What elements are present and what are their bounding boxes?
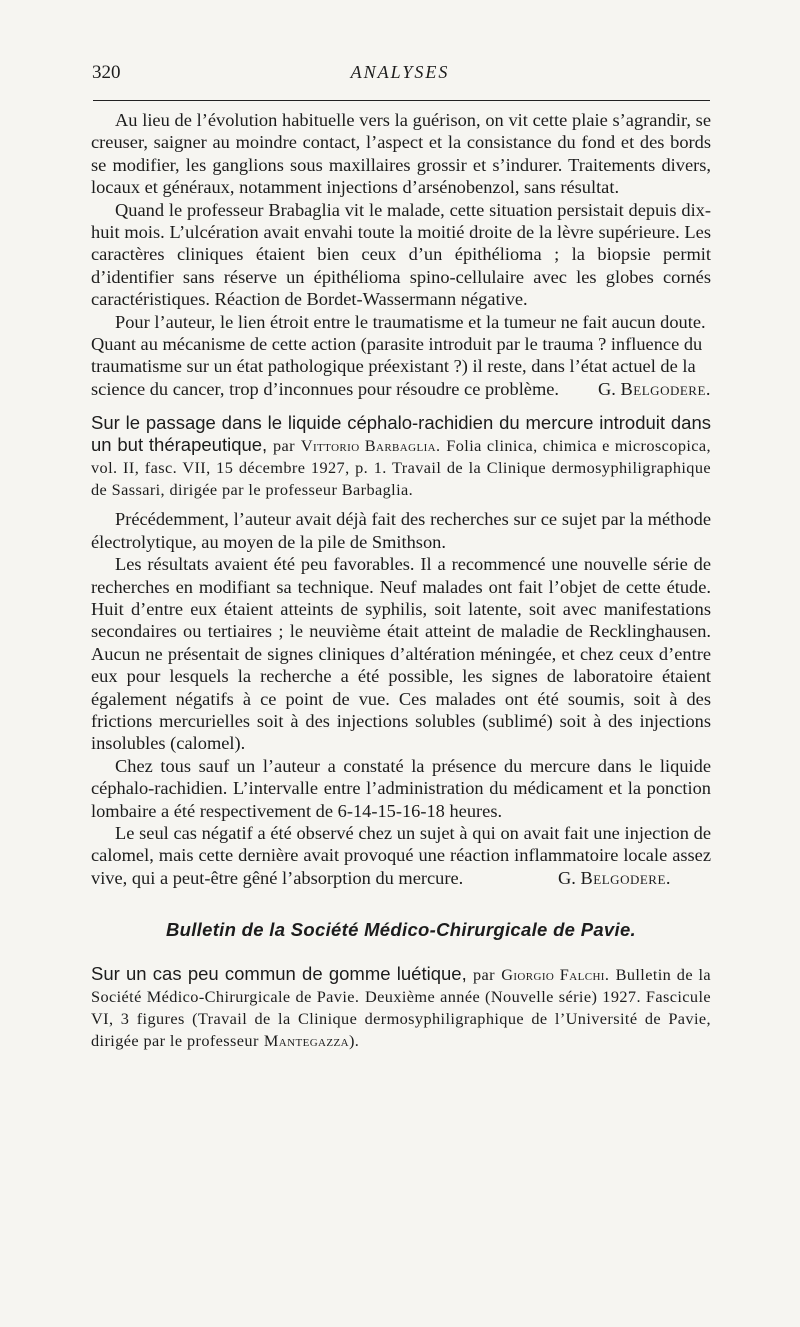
article-title <box>91 412 711 500</box>
article-author: Giorgio Falchi. <box>501 965 610 985</box>
article-director: Mantegazza <box>263 1031 349 1051</box>
article-author: Vittorio Barbaglia. <box>300 436 441 456</box>
signature-initial: G. <box>598 378 616 399</box>
article-journal: Folia clinica, chimica e microscopica, <box>446 436 711 456</box>
article-closing: ). <box>348 1031 360 1051</box>
article-details: Deuxième année (Nouvelle série) 1927. Fascicule VI, 3 figures (Travail de la Clinique dermosyphiligraphique de l’Université de Pavie, dirigée par le professeur <box>91 987 712 1051</box>
paragraph-text: Pour l’auteur, le lien étroit entre le traumatisme et la tumeur ne fait aucun doute. Quant au mécanisme de cette action (parasite introduit par le trauma ? influence du traumatisme sur un état pathologique préexistant ?) il reste, dans l’état actuel de la science du cancer, trop d’inconnues pour résoudre ce problème. <box>91 311 706 399</box>
article-title-text: Sur le passage dans le liquide céphalo-rachidien du mercure introduit dans un but thérapeutique, <box>91 412 711 456</box>
article-entry <box>91 412 711 500</box>
signature-initial: G. <box>558 867 576 888</box>
running-title: ANALYSES <box>350 62 450 82</box>
paragraph: Quand le professeur Brabaglia vit le malade, cette situation persistait depuis dix-huit mois. L’ulcération avait envahi toute la moitié droite de la lèvre supérieure. Les caractères cliniques étaient bien ceux d’un épithélioma ; la biopsie permit d’identifier sans réserve un épithélioma spino-cellulaire avec les globes cornés caractéristiques. Réaction de Bordet-Wassermann négative. <box>91 199 711 310</box>
paragraph: Au lieu de l’évolution habituelle vers la guérison, on vit cette plaie s’agrandir, se creuser, saigner au moindre contact, l’aspect et la consistance du fond et des bords se modifier, les ganglions sous maxillaires grossir et s’indurer. Traitements divers, locaux et généraux, notamment injections d’arsénobenzol, sans résultat. <box>91 110 711 198</box>
paragraph: Précédemment, l’auteur avait déjà fait des recherches sur ce sujet par la méthode électrolytique, au moyen de la pile de Smithson. <box>91 509 711 552</box>
article-journal: Bulletin de la Société Médico-Chirurgicale de Pavie. <box>91 965 712 1007</box>
by-word: par <box>472 965 495 985</box>
article-title-text: Sur un cas peu commun de gomme luétique, <box>91 963 467 985</box>
header-rule <box>93 100 710 101</box>
signature-name: Belgodere. <box>580 867 671 888</box>
paragraph: Le seul cas négatif a été observé chez un sujet à qui on avait fait une injection de calomel, mais cette dernière avait provoqué une réaction inflammatoire locale assez vive, qui a peut-être gêné l’absorption du mercure. <box>91 822 711 888</box>
article-details: vol. II, fasc. VII, 15 décembre 1927, p. 1. Travail de la Clinique dermosyphiligraphique de Sassari, dirigée par le professeur Barbaglia. <box>91 458 711 500</box>
signature-name: Belgodere. <box>620 378 711 399</box>
paragraph: Chez tous sauf un l’auteur a constaté la présence du mercure dans le liquide céphalo-rachidien. L’intervalle entre l’administration du médicament et la ponction lombaire a été respectivement de 6-14-15-16-18 heures. <box>91 755 711 821</box>
paragraph: Les résultats avaient été peu favorables. Il a recommencé une nouvelle série de recherches en modifiant sa technique. Neuf malades ont fait l’objet de cette étude. Huit d’entre eux étaient atteints de syphilis, soit latente, soit avec manifestations secondaires ou tertiaires ; le neuvième était atteint de maladie de Recklinghausen. Aucun ne présentait de signes cliniques d’altération méningée, et chez ceux d’entre eux pour lesquels la recherche a été possible, les signes de laboratoire étaient également négatifs à ce point de vue. Ces malades ont été soumis, soit à des frictions mercurielles soit à des injections solubles (sublimé) soit à des injections insolubles (calomel). <box>91 554 711 754</box>
article-entry <box>91 963 711 1051</box>
running-head <box>90 62 710 86</box>
page-number: 320 <box>92 62 121 83</box>
page-body <box>91 109 711 1051</box>
by-word: par <box>273 436 296 456</box>
section-heading: Bulletin de la Société Médico-Chirurgicale de Pavie. <box>165 919 636 941</box>
spacer <box>91 500 711 508</box>
